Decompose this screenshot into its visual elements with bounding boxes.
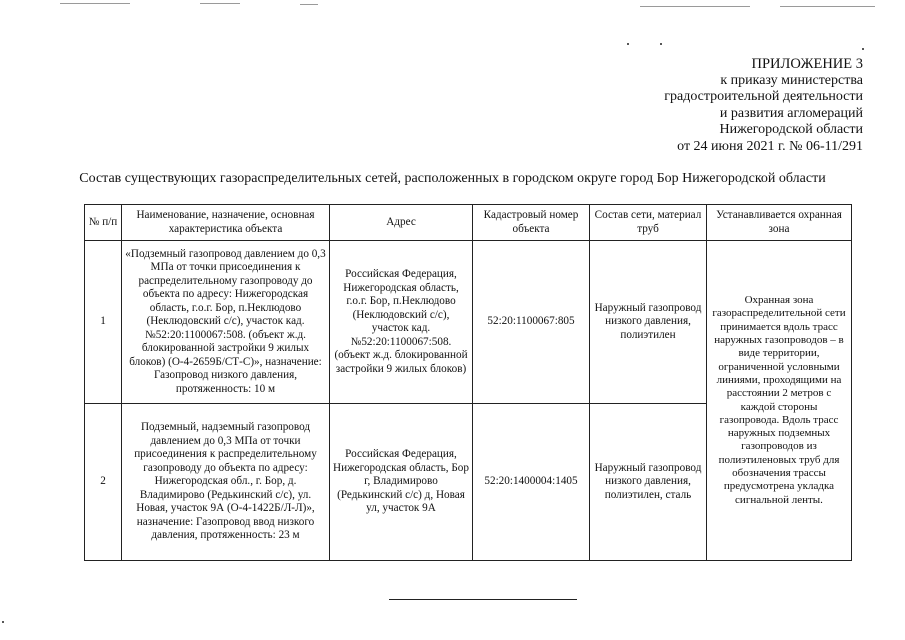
scan-artifact <box>300 4 318 5</box>
column-header-number: № п/п <box>85 205 122 241</box>
gas-network-table <box>84 204 852 561</box>
scan-dot <box>660 43 662 45</box>
scan-artifact <box>780 6 875 7</box>
object-address: Российская Федерация, Нижегородская область, Бор г, Владимирово (Редькинский с/с) д, Новая ул, участок 9А <box>330 404 473 561</box>
header-line: градостроительной деятельности <box>664 89 863 104</box>
cadastral-number: 52:20:1100067:805 <box>473 241 590 404</box>
scan-dot <box>862 48 864 50</box>
object-address: Российская Федерация, Нижегородская область, г.о.г. Бор, п.Неклюдово (Неклюдовский с/с), участок кад. №52:20:1100067:508. (объект ж.д. блокированной застройки 9 жилых блоков) <box>330 241 473 404</box>
cadastral-number: 52:20:1400004:1405 <box>473 404 590 561</box>
protection-zone: Охранная зона газораспределительной сети принимается вдоль трасс наружных газопроводов – в виде территории, ограниченной условными линиями, проходящими на расстоянии 2 метров с каждой стороны газопровода. Вдоль трасс наружных подземных газопроводов из полиэтиленовых труб для обозначения трассы предусмотрена укладка сигнальной ленты. <box>707 241 852 561</box>
row-number: 2 <box>85 404 122 561</box>
scan-dot <box>2 621 4 623</box>
scan-artifact <box>200 3 240 4</box>
column-header-zone: Устанавливается охранная зона <box>707 205 852 241</box>
appendix-number: ПРИЛОЖЕНИЕ 3 <box>751 56 863 72</box>
object-description: «Подземный газопровод давлением до 0,3 МПа от точки присоединения к распределительному газопроводу до объекта по адресу: Нижегородская область, г.о.г. Бор, п.Неклюдово (Неклюдовский с/с), участок кад. №52:20:1100067:508. (объект ж.д. блокированной застройки 9 жилых блоков) (О-4-2659Б/СТ-С)», назначение: Газопровод низкого давления, протяженность: 10 м <box>122 241 330 404</box>
row-number: 1 <box>85 241 122 404</box>
network-material: Наружный газопровод низкого давления, полиэтилен, сталь <box>590 404 707 561</box>
scan-artifact <box>640 6 750 7</box>
column-header-cadastral: Кадастровый номер объекта <box>473 205 590 241</box>
footer-divider <box>389 599 577 600</box>
order-date-number: от 24 июня 2021 г. № 06-11/291 <box>677 138 863 154</box>
table-header-row <box>85 205 852 241</box>
column-header-network: Состав сети, материал труб <box>590 205 707 241</box>
scan-dot <box>627 43 629 45</box>
network-material: Наружный газопровод низкого давления, полиэтилен <box>590 241 707 404</box>
column-header-address: Адрес <box>330 205 473 241</box>
appendix-header <box>563 56 863 155</box>
object-description: Подземный, надземный газопровод давлением до 0,3 МПа от точки присоединения к распределительному газопроводу до объекта по адресу: Нижегородская обл., г. Бор, д. Владимирово (Редькинский с/с), ул. Новая, участок 9А (О-4-1422Б/Л-Л)», назначение: Газопровод ввод низкого давления, протяженность: 23 м <box>122 404 330 561</box>
column-header-name: Наименование, назначение, основная характеристика объекта <box>122 205 330 241</box>
scan-artifact <box>60 3 130 4</box>
table-row <box>85 241 852 404</box>
header-line: Нижегородской области <box>719 122 863 137</box>
document-title: Состав существующих газораспределительных сетей, расположенных в городском округе город Бор Нижегородской области <box>79 171 826 186</box>
header-line: к приказу министерства <box>720 72 863 88</box>
header-line: и развития агломераций <box>719 105 863 121</box>
